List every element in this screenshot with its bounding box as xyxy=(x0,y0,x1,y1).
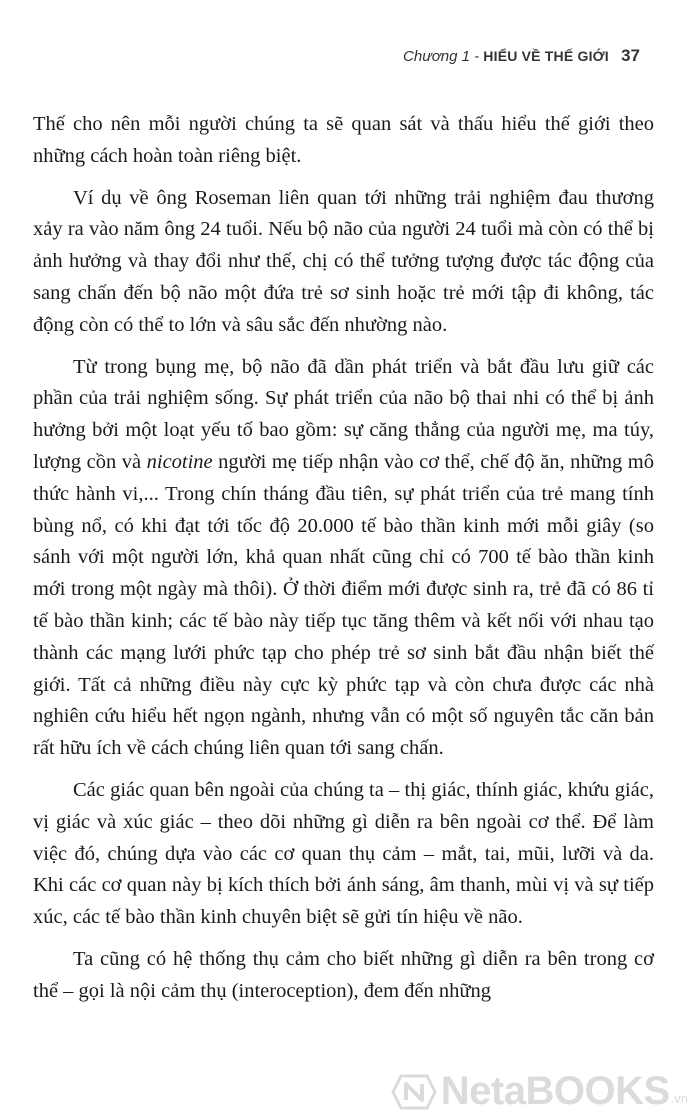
paragraph-4: Các giác quan bên ngoài của chúng ta – thị giác, thính giác, khứu giác, vị giác và xúc giác – theo dõi những gì diễn ra bên ngoài cơ thể. Để làm việc đó, chúng dựa vào các cơ quan thụ cảm – mắt, tai, mũi, lưỡi và da. Khi các cơ quan này bị kích thích bởi ánh sáng, âm thanh, mùi vị và sự tiếp xúc, các tế bào thần kinh chuyên biệt sẽ gửi tín hiệu về não. xyxy=(33,778,654,929)
paragraph-5: Ta cũng có hệ thống thụ cảm cho biết những gì diễn ra bên trong cơ thể – gọi là nội cảm thụ (interoception), đem đến những xyxy=(33,947,654,1002)
watermark-text: NetaBOOKS xyxy=(440,1069,670,1113)
running-header xyxy=(403,46,640,66)
watermark xyxy=(391,1069,688,1114)
paragraph-3 xyxy=(33,352,654,765)
chapter-title: HIỂU VỀ THẾ GIỚI xyxy=(483,48,609,64)
chapter-label: Chương 1 - xyxy=(403,48,480,65)
page-number: 37 xyxy=(621,46,640,65)
italic-term-nicotine: nicotine xyxy=(146,450,213,473)
paragraph-3-part-2: người mẹ tiếp nhận vào cơ thể, chế độ ăn, những mô thức hành vi,... Trong chín tháng đầu tiên, sự phát triển của trẻ mang tính bùng nổ, có khi đạt tới tốc độ 20.000 tế bào thần kinh mới mỗi giây (so sánh với một người lớn, khả quan nhất cũng chỉ có 700 tế bào thần kinh mới trong một ngày mà thôi). Ở thời điểm mới được sinh ra, trẻ đã có 86 tỉ tế bào thần kinh; các tế bào này tiếp tục tăng thêm và kết nối với nhau tạo thành các mạng lưới phức tạp cho phép trẻ sơ sinh bắt đầu nhận biết thế giới. Tất cả những điều này cực kỳ phức tạp và còn chưa được các nhà nghiên cứu hiểu hết ngọn ngành, nhưng vẫn có một số nguyên tắc căn bản rất hữu ích về cách chúng liên quan tới sang chấn. xyxy=(33,450,654,760)
paragraph-1: Thế cho nên mỗi người chúng ta sẽ quan sát và thấu hiểu thế giới theo những cách hoàn toàn riêng biệt. xyxy=(33,113,654,167)
paragraph-2: Ví dụ về ông Roseman liên quan tới những trải nghiệm đau thương xảy ra vào năm ông 24 tuổi. Nếu bộ não của người 24 tuổi mà còn có thể bị ảnh hưởng và thay đổi như thế, chị có thể tưởng tượng được tác động của sang chấn đến bộ não một đứa trẻ sơ sinh hoặc trẻ mới tập đi không, tác động còn có thể to lớn và sâu sắc đến nhường nào. xyxy=(33,186,654,336)
paragraph-3-part-1: Từ trong bụng mẹ, bộ não đã dần phát triển và bắt đầu lưu giữ các phần của trải nghiệm sống. Sự phát triển của não bộ thai nhi có thể bị ảnh hưởng bởi một loạt yếu tố bao gồm: sự căng thẳng của người mẹ, ma túy, lượng cồn và xyxy=(33,355,654,473)
netabooks-logo-icon xyxy=(391,1072,437,1112)
watermark-suffix: .vn xyxy=(670,1091,688,1106)
body-text xyxy=(33,109,654,1018)
